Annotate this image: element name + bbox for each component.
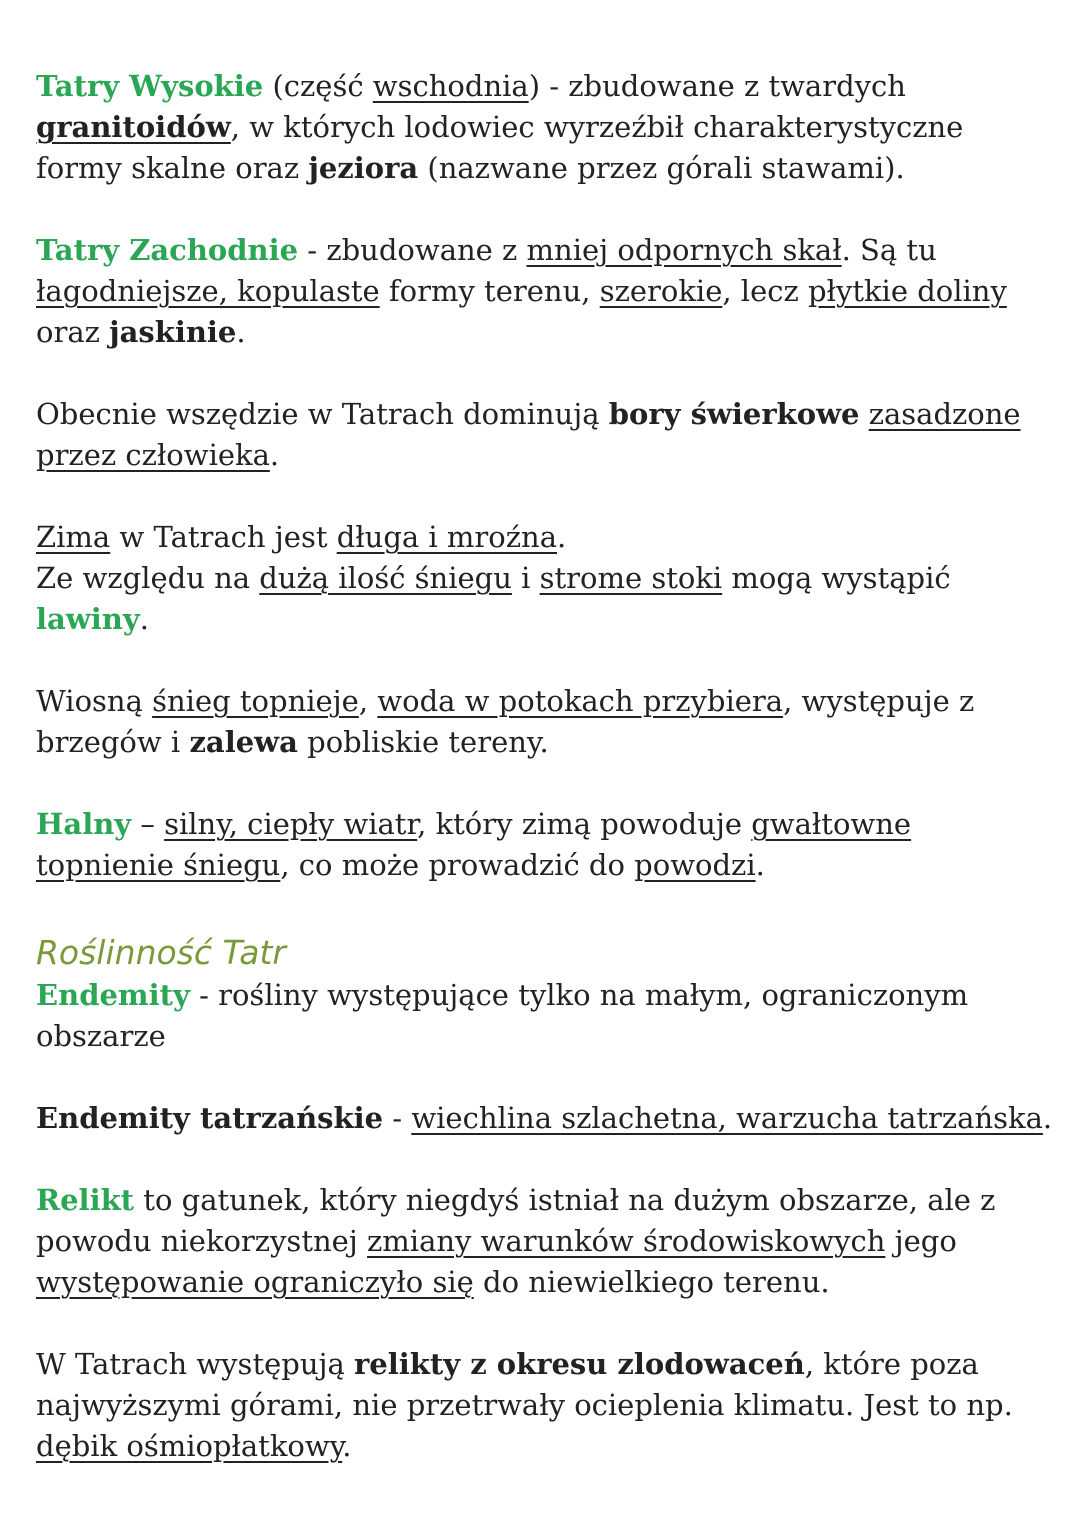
text: , które poza najwyższymi górami, nie przetrwały ocieplenia klimatu. Jest to np. — [36, 1347, 1013, 1422]
term-tatry-zachodnie: Tatry Zachodnie — [36, 233, 299, 267]
underlined-text: strome stoki — [539, 561, 723, 595]
text: i — [511, 561, 540, 595]
underlined-text: zasadzone przez człowieka — [36, 397, 1021, 472]
text: . — [269, 438, 280, 472]
bold-term: jeziora — [308, 151, 419, 185]
paragraph-tatry-wysokie — [36, 66, 1056, 189]
paragraph-relikty-zlodowacen — [36, 1344, 1056, 1467]
term-tatry-wysokie: Tatry Wysokie — [36, 69, 264, 103]
text: . — [557, 520, 567, 554]
text: (część — [263, 69, 373, 103]
text: - zbudowane z — [298, 233, 527, 267]
paragraph-zima — [36, 517, 1056, 640]
paragraph-bory — [36, 394, 1056, 476]
underlined-text: łagodniejsze, kopulaste — [36, 274, 380, 308]
text: (nazwane przez górali stawami). — [418, 151, 905, 185]
underlined-text: mniej odpornych skał — [526, 233, 842, 267]
text: - rośliny występujące tylko na małym, ograniczonym obszarze — [36, 978, 969, 1053]
bold-underlined-term: granitoidów — [36, 110, 231, 144]
paragraph-tatry-zachodnie — [36, 230, 1056, 353]
text: w Tatrach jest — [110, 520, 337, 554]
text: – — [131, 807, 165, 841]
text: mogą wystąpić — [722, 561, 951, 595]
text: , lecz — [722, 274, 808, 308]
text: jego — [885, 1224, 957, 1258]
text: . — [755, 848, 765, 882]
underlined-text: wschodnia — [372, 69, 529, 103]
underlined-text: silny, ciepły wiatr — [164, 807, 418, 841]
text: do niewielkiego terenu. — [473, 1265, 830, 1299]
bold-term: Endemity tatrzańskie — [36, 1101, 384, 1135]
paragraph-endemity — [36, 975, 1056, 1057]
section-heading: Roślinność Tatr — [36, 933, 286, 972]
bold-term: zalewa — [189, 725, 298, 759]
bold-term: bory świerkowe — [608, 397, 860, 431]
paragraph-relikt — [36, 1180, 1056, 1303]
underlined-text: wiechlina szlachetna, warzucha tatrzańska — [411, 1101, 1043, 1135]
text: . Są tu — [841, 233, 937, 267]
text: , — [358, 684, 378, 718]
underlined-text: szerokie — [599, 274, 723, 308]
underlined-text: gwałtowne topnienie śniegu — [36, 807, 912, 882]
document-page — [36, 66, 1056, 1508]
text: formy terenu, — [379, 274, 600, 308]
underlined-text: zmiany warunków środowiskowych — [367, 1224, 886, 1258]
bold-term: relikty z okresu zlodowaceń — [354, 1347, 805, 1381]
underlined-text: Zima — [36, 520, 111, 554]
text: pobliskie tereny. — [297, 725, 549, 759]
underlined-text: dębik ośmiopłatkowy — [36, 1429, 343, 1463]
text: Wiosną — [36, 684, 153, 718]
text: Obecnie wszędzie w Tatrach dominują — [36, 397, 609, 431]
underlined-text: występowanie ograniczyło się — [36, 1265, 474, 1299]
underlined-text: śnieg topnieje — [152, 684, 359, 718]
paragraph-endemity-tatrzanskie — [36, 1098, 1056, 1139]
paragraph-wiosna — [36, 681, 1056, 763]
term-lawiny: lawiny — [36, 602, 140, 636]
term-endemity: Endemity — [36, 978, 190, 1012]
text: . — [342, 1429, 352, 1463]
text — [859, 397, 868, 431]
text: , występuje z brzegów i — [36, 684, 975, 759]
text: - — [383, 1101, 412, 1135]
text: ) - zbudowane z twardych — [528, 69, 906, 103]
underlined-text: dużą ilość śniegu — [259, 561, 512, 595]
underlined-text: woda w potokach przybiera — [377, 684, 784, 718]
text: , który zimą powoduje — [417, 807, 752, 841]
term-halny: Halny — [36, 807, 132, 841]
text: W Tatrach występują — [36, 1347, 354, 1381]
underlined-text: powodzi — [634, 848, 756, 882]
paragraph-halny — [36, 804, 1056, 886]
text: oraz — [36, 315, 110, 349]
text: Ze względu na — [36, 561, 260, 595]
text: . — [236, 315, 246, 349]
text: , w których lodowiec wyrzeźbił charakterystyczne formy skalne oraz — [36, 110, 964, 185]
underlined-text: płytkie doliny — [807, 274, 1007, 308]
text: . — [1042, 1101, 1053, 1135]
term-relikt: Relikt — [36, 1183, 135, 1217]
text: , co może prowadzić do — [280, 848, 635, 882]
text: to gatunek, który niegdyś istniał na dużym obszarze, ale z powodu niekorzystnej — [36, 1183, 996, 1258]
underlined-text: długa i mroźna — [336, 520, 557, 554]
text: . — [139, 602, 149, 636]
bold-term: jaskinie — [109, 315, 237, 349]
